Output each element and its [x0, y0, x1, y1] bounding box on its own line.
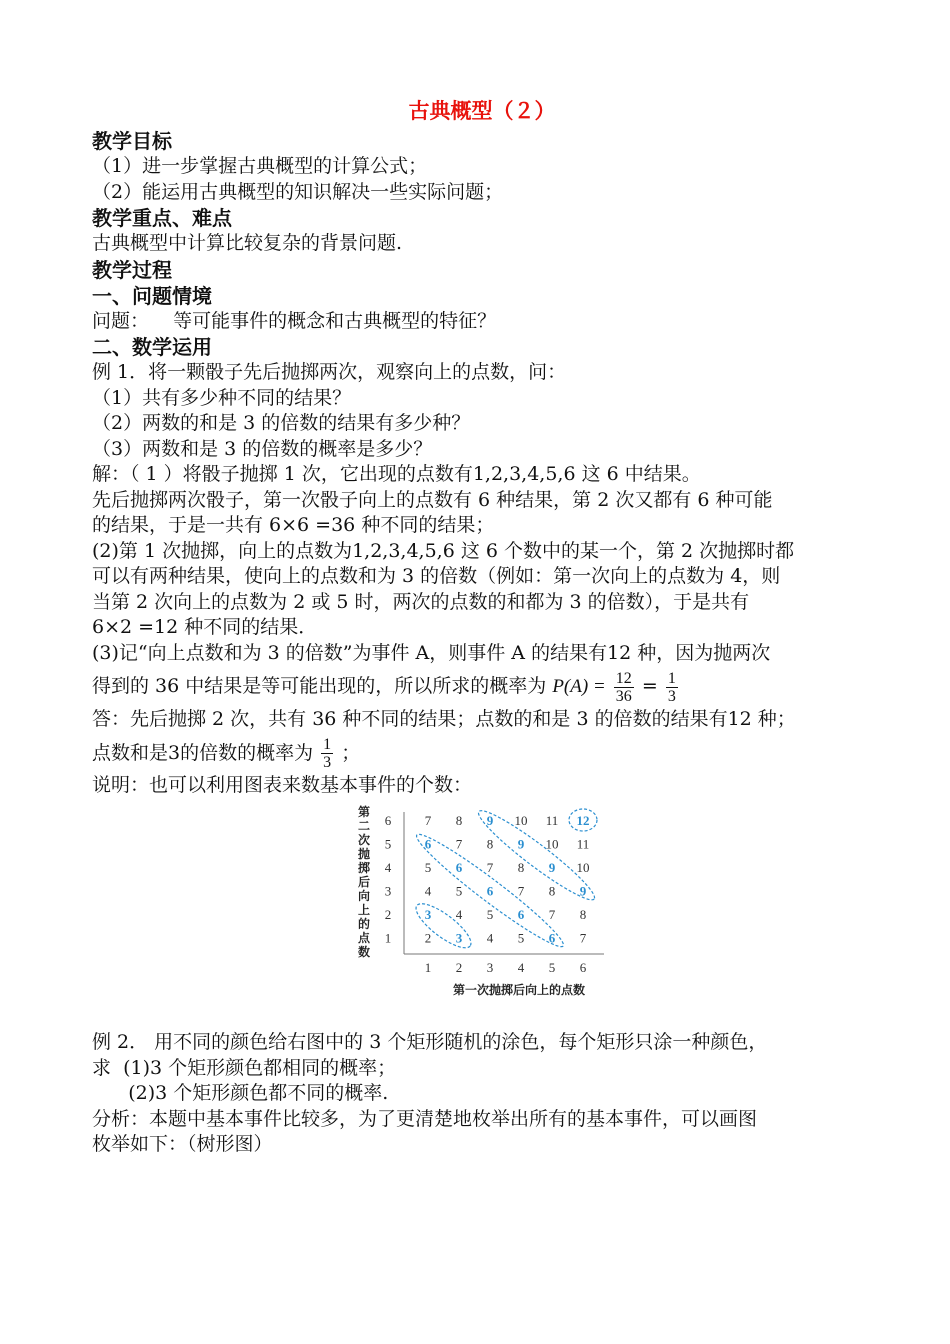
table-cell-highlighted: 9: [486, 813, 494, 828]
table-cell: 10: [545, 836, 559, 852]
example1-solution-5: 可以有两种结果，使向上的点数和为 3 的倍数（例如：第一次向上的点数为 4，则: [92, 565, 781, 587]
y-tick-label: 3: [384, 883, 392, 899]
document-page: [92, 96, 872, 1158]
table-cell-highlighted: 6: [548, 930, 556, 946]
table-cell: 5: [455, 883, 463, 899]
part2-heading: 二、数学运用: [92, 335, 212, 359]
table-cell: 11: [545, 813, 559, 828]
answer-text: 点数和是3的倍数的概率为: [92, 741, 314, 764]
fraction-numerator: 1: [667, 669, 676, 687]
example1-solution-7: 6×2 =12 种不同的结果．: [92, 616, 318, 638]
answer-fraction: [321, 736, 333, 771]
example1-stem: 例 1．将一颗骰子先后抛掷两次，观察向上的点数，问：: [92, 361, 567, 383]
answer-punctuation: ；: [341, 741, 361, 764]
x-tick-label: 6: [579, 960, 587, 975]
table-cell: 4: [424, 883, 432, 899]
x-tick-label: 4: [517, 960, 525, 975]
x-tick-label: 5: [548, 960, 556, 975]
y-tick-labels: [385, 813, 392, 946]
y-axis-label-char: 抛: [357, 847, 371, 861]
y-axis-label-char: 的: [357, 917, 371, 931]
document-title: 古典概型（２）: [408, 99, 556, 123]
table-cell: 5: [517, 930, 525, 946]
table-cell: 8: [579, 907, 587, 922]
part1-heading: 一、问题情境: [92, 283, 212, 308]
example1-probability-line: [92, 666, 872, 707]
table-cell: 4: [486, 930, 494, 946]
y-tick-label: 4: [384, 860, 392, 875]
keypoints-heading: 教学重点、难点: [92, 206, 232, 230]
table-cell-highlighted: 12: [576, 813, 590, 828]
table-cell-highlighted: 3: [455, 930, 463, 946]
example1-solution-8: (3)记“向上点数和为 3 的倍数”为事件 A，则事件 A 的结果有12 种，因为抛两次: [92, 641, 771, 664]
dice-sum-table-figure: [348, 804, 648, 1004]
table-cell: 8: [517, 860, 525, 875]
fraction-denominator: 36: [615, 687, 632, 705]
process-heading: 教学过程: [92, 257, 172, 282]
table-cell: 7: [455, 836, 463, 852]
example1-answer-1: 答：先后抛掷 2 次，共有 36 种不同的结果；点数的和是 3 的倍数的结果有12 种；: [92, 708, 796, 730]
example1-answer-2: [92, 733, 872, 773]
x-tick-labels: [425, 960, 587, 975]
fraction-numerator: 12: [615, 669, 632, 687]
table-cell-highlighted: 6: [517, 907, 525, 922]
fraction-12-36: [614, 670, 634, 705]
table-cell: 5: [486, 907, 494, 922]
example1-solution-6: 当第 2 次向上的点数为 2 或 5 时，两次的点数的和都为 3 的倍数），于是共有: [92, 590, 750, 613]
question-text: 问题： 等可能事件的概念和古典概型的特征？: [92, 309, 497, 332]
highlight-ellipses: [410, 804, 601, 955]
example1-solution-3: 的结果，于是一共有 6×6 =36 种不同的结果；: [92, 514, 495, 536]
y-axis-label-char: 数: [357, 945, 371, 959]
table-cell: 2: [424, 930, 432, 946]
table-cell-highlighted: 9: [517, 836, 525, 852]
table-cell-highlighted: 6: [424, 836, 432, 852]
probability-text: 得到的 36 中结果是等可能出现的，所以所求的概率为: [92, 675, 547, 697]
table-cell: 8: [455, 813, 463, 828]
example1-solution-1: 解：（ 1 ）将骰子抛掷 1 次，它出现的点数有1,2,3,4,5,6 这 6 中结果。: [92, 463, 701, 485]
table-cell: 7: [424, 813, 432, 828]
y-axis-label-char: 点: [357, 931, 371, 945]
y-axis-label-char: 后: [357, 875, 371, 889]
table-cell: 7: [548, 907, 556, 922]
table-cell-highlighted: 9: [548, 860, 556, 875]
table-cell-highlighted: 6: [455, 860, 463, 875]
x-axis-label: 第一次抛掷后向上的点数: [452, 983, 586, 997]
example2-q2: (2)3 个矩形颜色都不同的概率.: [92, 1082, 389, 1104]
y-axis-label-char: 二: [357, 819, 371, 833]
table-cell: 10: [576, 860, 590, 875]
table-cell: 7: [579, 930, 587, 946]
table-cell: 10: [514, 813, 528, 828]
goal-1: （1）进一步掌握古典概型的计算公式；: [92, 155, 428, 177]
example2-analysis-1: 分析：本题中基本事件比较多，为了更清楚地枚举出所有的基本事件，可以画图: [92, 1107, 758, 1130]
y-axis-label: [357, 804, 371, 959]
table-cell: 5: [424, 860, 432, 875]
equals-sign: =: [641, 675, 658, 697]
y-axis-label-char: 掷: [357, 861, 371, 875]
x-tick-label: 2: [455, 960, 463, 975]
table-cell: 7: [486, 860, 494, 875]
table-cell: 4: [455, 907, 463, 922]
example1-solution-4: (2)第 1 次抛掷，向上的点数为1,2,3,4,5,6 这 6 个数中的某一个，第 2 次抛掷时都: [92, 539, 795, 562]
table-cell-highlighted: 9: [579, 883, 587, 899]
example1-q3: （3）两数和是 3 的倍数的概率是多少？: [92, 437, 433, 460]
example2-stem: 例 2． 用不同的颜色给右图中的 3 个矩形随机的涂色，每个矩形只涂一种颜色，: [92, 1031, 768, 1053]
example2-q1: 求 (1)3 个矩形颜色都相同的概率；: [92, 1056, 397, 1079]
table-cell-highlighted: 6: [486, 883, 494, 899]
table-cell: 11: [576, 836, 590, 852]
fraction-1-3: [666, 670, 678, 705]
table-cell: 7: [517, 883, 525, 899]
example1-solution-2: 先后抛掷两次骰子，第一次骰子向上的点数有 6 种结果，第 2 次又都有 6 种可能: [92, 488, 773, 511]
goal-2: （2）能运用古典概型的知识解决一些实际问题；: [92, 180, 504, 203]
dice-sum-table: [348, 804, 648, 1004]
x-tick-label: 3: [486, 960, 494, 975]
y-axis-label-char: 向: [357, 889, 371, 903]
y-tick-label: 6: [384, 813, 392, 828]
y-axis-label-char: 次: [357, 833, 371, 847]
x-tick-label: 1: [424, 960, 432, 975]
y-tick-label: 5: [384, 836, 392, 852]
table-cell: 8: [548, 883, 556, 899]
table-cells: [425, 813, 590, 946]
y-tick-label: 2: [384, 907, 392, 922]
goals-heading: 教学目标: [92, 129, 172, 153]
y-axis-label-char: 上: [357, 903, 371, 917]
table-cell-highlighted: 3: [424, 907, 432, 922]
fraction-denominator: 3: [323, 754, 332, 771]
y-tick-label: 1: [384, 930, 392, 946]
table-cell: 8: [486, 836, 494, 852]
fraction-numerator: 1: [323, 736, 332, 753]
probability-expression: P(A) =: [552, 676, 606, 697]
example1-note: 说明：也可以利用图表来数基本事件的个数：: [92, 773, 473, 796]
example1-q2: （2）两数的和是 3 的倍数的结果有多少种？: [92, 412, 471, 434]
keypoints-text: 古典概型中计算比较复杂的背景问题.: [92, 232, 403, 254]
example1-q1: （1）共有多少种不同的结果？: [92, 386, 352, 409]
y-axis-label-char: 第: [357, 805, 371, 819]
fraction-denominator: 3: [667, 687, 676, 705]
sum-group-ellipse: [410, 897, 477, 955]
example2-analysis-2: 枚举如下：（树形图）: [92, 1133, 273, 1155]
